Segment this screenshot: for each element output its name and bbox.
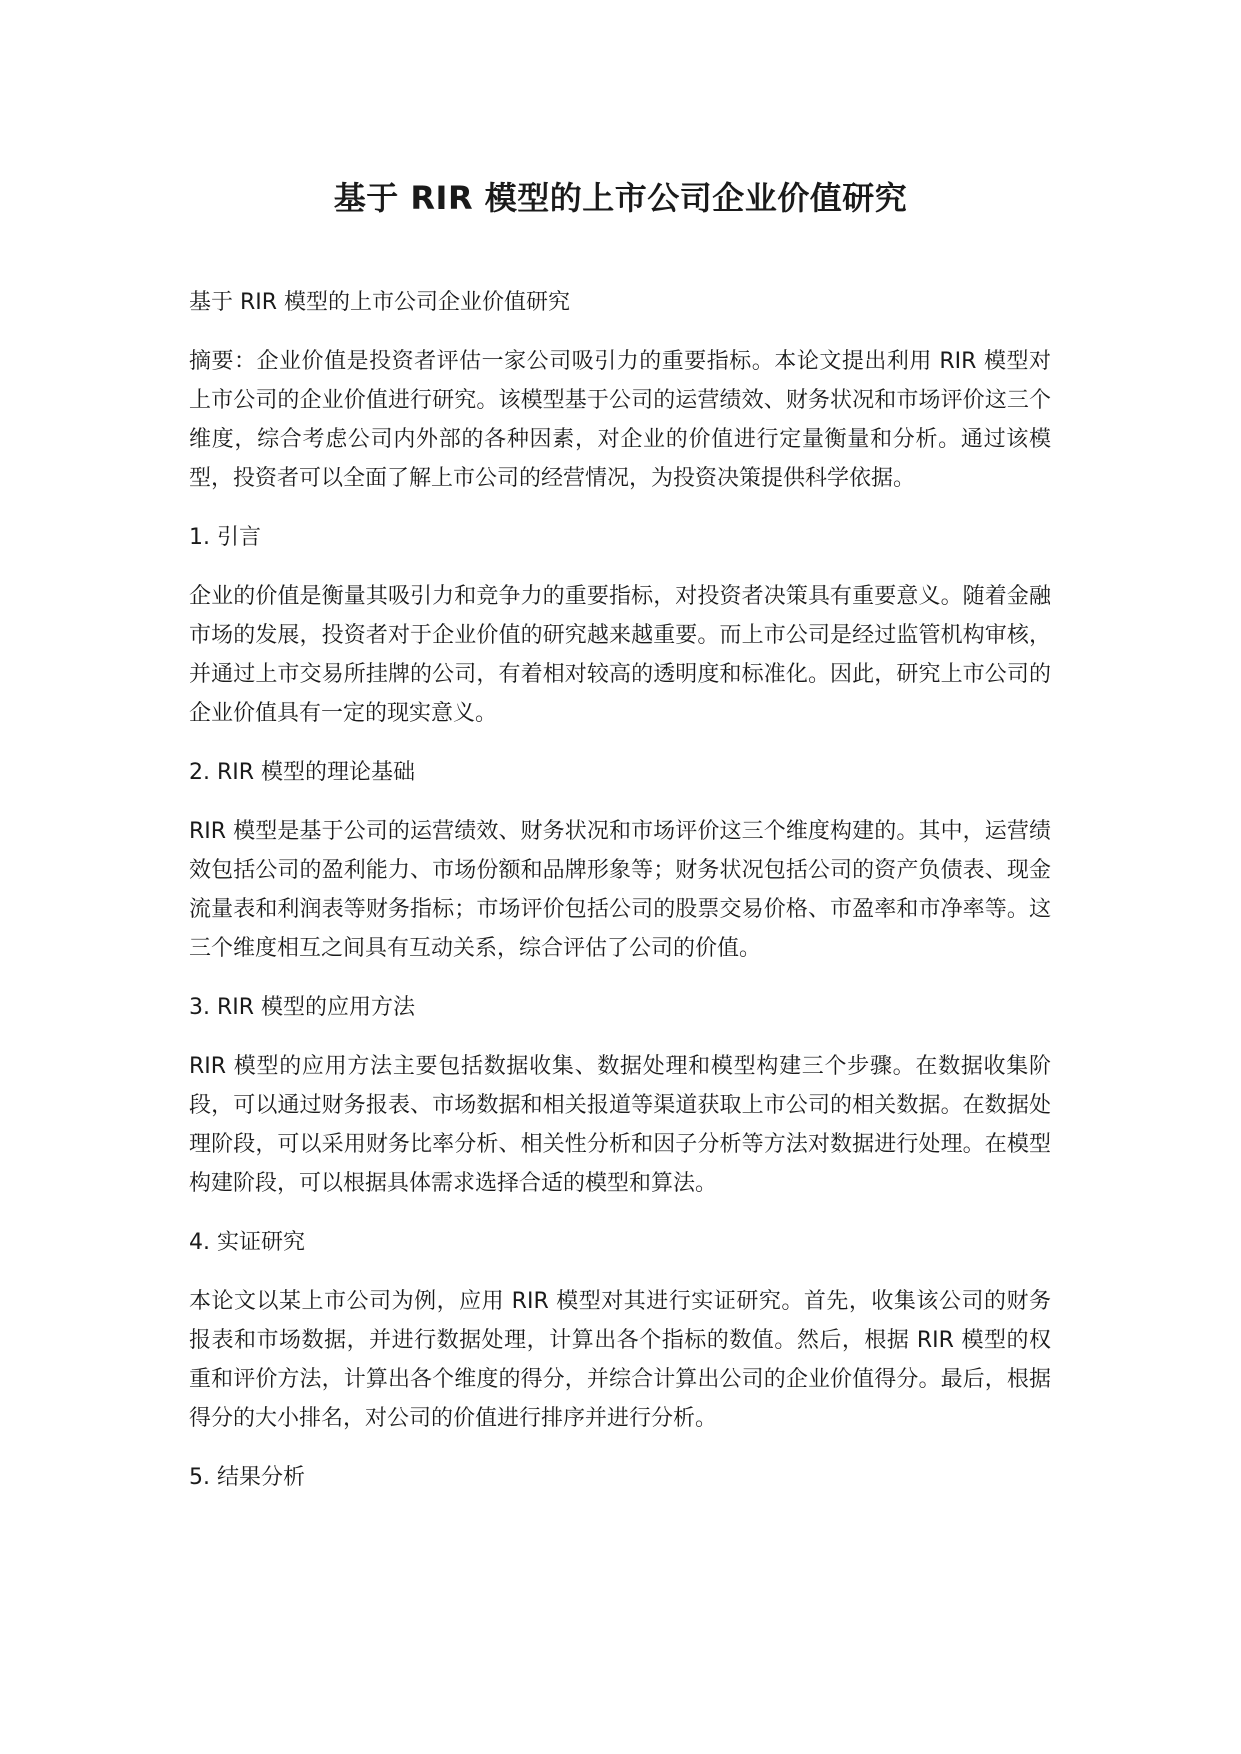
section-body-introduction: 企业的价值是衡量其吸引力和竞争力的重要指标，对投资者决策具有重要意义。随着金融市场的发展，投资者对于企业价值的研究越来越重要。而上市公司是经过监管机构审核，并通过上市交易所挂牌的公司，有着相对较高的透明度和标准化。因此，研究上市公司的企业价值具有一定的现实意义。: [189, 584, 1051, 726]
section-heading-method: 3. RIR 模型的应用方法: [189, 995, 416, 1020]
section-heading-introduction: 1. 引言: [189, 525, 261, 550]
section-body-method: RIR 模型的应用方法主要包括数据收集、数据处理和模型构建三个步骤。在数据收集阶段，可以通过财务报表、市场数据和相关报道等渠道获取上市公司的相关数据。在数据处理阶段，可以采用财务比率分析、相关性分析和因子分析等方法对数据进行处理。在模型构建阶段，可以根据具体需求选择合适的模型和算法。: [189, 1054, 1051, 1196]
section-heading-empirical: 4. 实证研究: [189, 1230, 305, 1255]
section-body-theory: RIR 模型是基于公司的运营绩效、财务状况和市场评价这三个维度构建的。其中，运营绩效包括公司的盈利能力、市场份额和品牌形象等；财务状况包括公司的资产负债表、现金流量表和利润表等财务指标；市场评价包括公司的股票交易价格、市盈率和市净率等。这三个维度相互之间具有互动关系，综合评估了公司的价值。: [189, 819, 1051, 961]
section-body-empirical: 本论文以某上市公司为例，应用 RIR 模型对其进行实证研究。首先，收集该公司的财务报表和市场数据，并进行数据处理，计算出各个指标的数值。然后，根据 RIR 模型的权重和评价方法，计算出各个维度的得分，并综合计算出公司的企业价值得分。最后，根据得分的大小排名，对公司的价值进行排序并进行分析。: [189, 1289, 1051, 1431]
document-subtitle: 基于 RIR 模型的上市公司企业价值研究: [189, 290, 571, 315]
section-heading-results: 5. 结果分析: [189, 1465, 305, 1490]
document-body: [189, 283, 1051, 1517]
abstract-paragraph: 摘要：企业价值是投资者评估一家公司吸引力的重要指标。本论文提出利用 RIR 模型对上市公司的企业价值进行研究。该模型基于公司的运营绩效、财务状况和市场评价这三个维度，综合考虑公司内外部的各种因素，对企业的价值进行定量衡量和分析。通过该模型，投资者可以全面了解上市公司的经营情况，为投资决策提供科学依据。: [189, 349, 1051, 491]
document-title: 基于 RIR 模型的上市公司企业价值研究: [333, 179, 908, 217]
section-heading-theory: 2. RIR 模型的理论基础: [189, 760, 416, 785]
